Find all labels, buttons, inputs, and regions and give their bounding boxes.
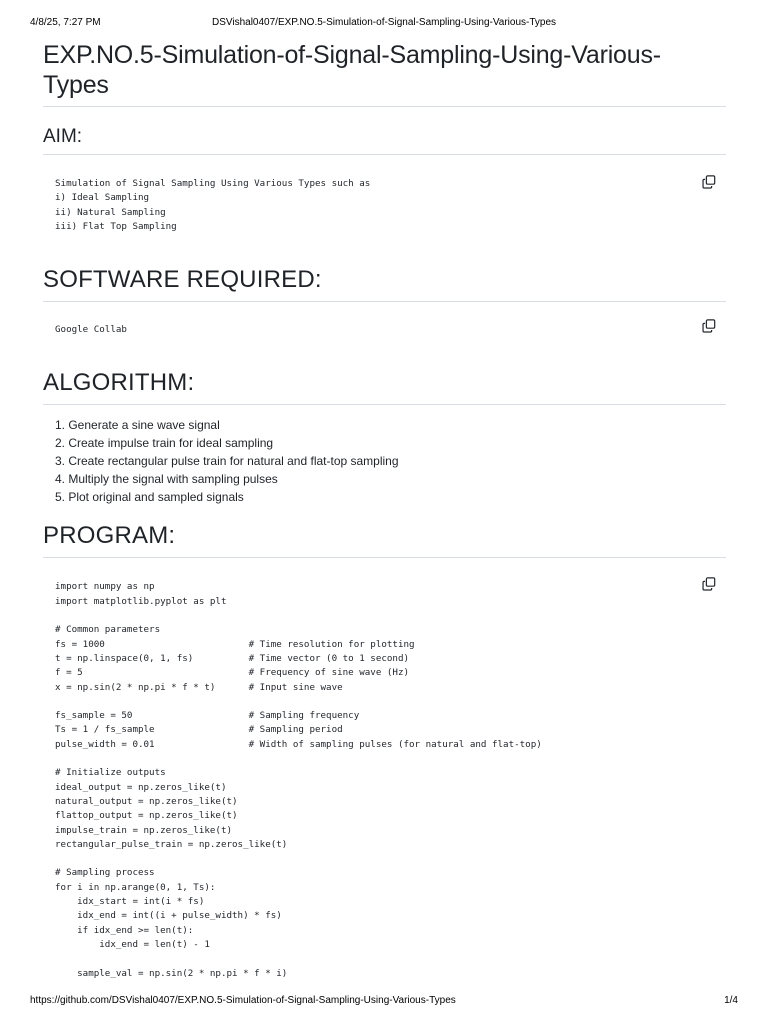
print-footer: [30, 995, 738, 1009]
page-number: 1/4: [724, 995, 738, 1006]
software-code: Google Collab: [55, 324, 127, 336]
page-title-line-2: Types: [43, 71, 109, 99]
program-code-block: [43, 580, 726, 980]
page-title: [43, 40, 726, 107]
aim-code-block: [43, 177, 726, 234]
list-item: 3. Create rectangular pulse train for natural and flat-top sampling: [55, 454, 399, 469]
copy-icon[interactable]: [702, 175, 716, 189]
list-item: 1. Generate a sine wave signal: [55, 418, 220, 433]
list-item: 2. Create impulse train for ideal sampling: [55, 436, 274, 451]
copy-icon[interactable]: [702, 577, 716, 591]
program-heading: PROGRAM:: [43, 521, 726, 558]
algorithm-list: [43, 416, 726, 506]
software-heading: SOFTWARE REQUIRED:: [43, 265, 726, 302]
aim-heading: AIM:: [43, 125, 726, 155]
algorithm-heading: ALGORITHM:: [43, 368, 726, 405]
list-item: 4. Multiply the signal with sampling pulses: [55, 472, 278, 487]
print-page-title: DSVishal0407/EXP.NO.5-Simulation-of-Signal-Sampling-Using-Various-Types: [211, 17, 557, 28]
print-date: 4/8/25, 7:27 PM: [30, 17, 101, 28]
print-url: https://github.com/DSVishal0407/EXP.NO.5-Simulation-of-Signal-Sampling-Using-Various-Types: [30, 995, 456, 1006]
software-code-block: [43, 323, 726, 337]
list-item: 5. Plot original and sampled signals: [55, 490, 244, 505]
aim-code: Simulation of Signal Sampling Using Various Types such as i) Ideal Sampling ii) Natural Sampling iii) Flat Top Sampling: [55, 178, 371, 232]
copy-icon[interactable]: [702, 319, 716, 333]
readme-content: [43, 40, 726, 981]
program-code: import numpy as np import matplotlib.pyplot as plt # Common parameters fs = 1000 # Time resolution for plotting t = np.linspace(0, 1, fs) # Time vector (0 to 1 second) f = 5 # Frequency of sine wave (Hz) x = np.sin(2 * np.pi * f * t) # Input sine wave fs_sample = 50 # Sampling frequency Ts = 1 / fs_sample # Sampling period pulse_width = 0.01 # Width of sampling pulses (for natural and flat-top) # Initialize outputs ideal_output = np.zeros_like(t) natural_output = np.zeros_like(t) flattop_output = np.zeros_like(t) impulse_train = np.zeros_like(t) rectangular_pulse_train = np.zeros_like(t) # Sampling process for i in np.arange(0, 1, Ts): idx_start = int(i * fs) idx_end = int((i + pulse_width) * fs) if idx_end >= len(t): idx_end = len(t) - 1 sample_val = np.sin(2 * np.pi * f * i): [55, 581, 542, 979]
print-header: [30, 17, 738, 31]
page-title-line-1: EXP.NO.5-Simulation-of-Signal-Sampling-Using-Various-: [43, 41, 661, 69]
